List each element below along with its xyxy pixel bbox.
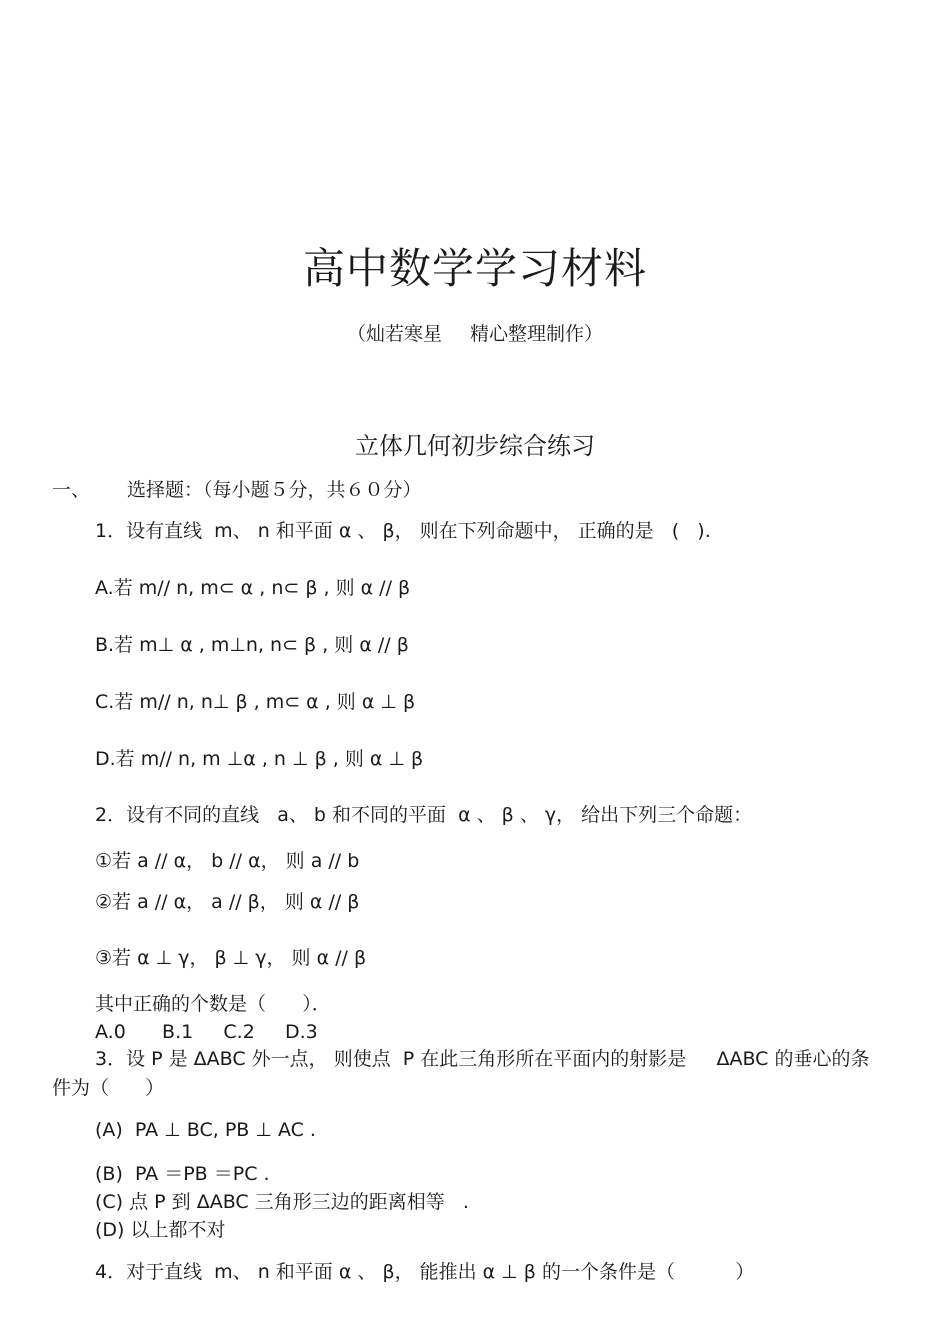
part-heading-text: 选择题：（每小题５分，共６０分） <box>127 479 422 501</box>
question-2-stem: 2．设有不同的直线 a、 b 和不同的平面 α 、 β 、 γ， 给出下列三个命题： <box>95 804 753 826</box>
question-3-option-a: (A) PA ⊥ BC, PB ⊥ AC . <box>95 1119 316 1141</box>
question-1-stem: 1．设有直线 m、 n 和平面 α 、 β， 则在下列命题中， 正确的是 ( ). <box>95 520 711 542</box>
page-subtitle <box>0 321 950 347</box>
section-title: 立体几何初步综合练习 <box>355 432 595 460</box>
subtitle-note: 精心整理制作） <box>470 323 604 345</box>
question-1-option-a: A.若 m// n, m⊂ α , n⊂ β , 则 α // β <box>95 577 411 599</box>
page-title: 高中数学学习材料 <box>302 244 647 293</box>
question-4-stem: 4．对于直线 m、 n 和平面 α 、 β， 能推出 α ⊥ β 的一个条件是（ ） <box>95 1261 755 1283</box>
question-1-option-b: B.若 m⊥ α , m⊥n, n⊂ β , 则 α // β <box>95 634 409 656</box>
question-2-proposition-1: ①若 a // α， b // α， 则 a // b <box>95 850 360 872</box>
question-3-option-d: (D) 以上都不对 <box>95 1219 226 1241</box>
question-2-prompt: 其中正确的个数是（ ）． <box>95 993 331 1015</box>
question-3-option-c: (C) 点 P 到 ΔABC 三角形三边的距离相等 . <box>95 1191 469 1213</box>
question-1-option-d: D.若 m// n, m ⊥α , n ⊥ β , 则 α ⊥ β <box>95 748 424 770</box>
part-heading-number: 一、 <box>52 479 91 501</box>
question-2-options: A.0 B.1 C.2 D.3 <box>95 1021 318 1043</box>
question-3-option-b: (B) PA ＝PB ＝PC . <box>95 1163 270 1185</box>
subtitle-author: （灿若寒星 <box>346 323 442 345</box>
question-2-proposition-2: ②若 a // α， a // β， 则 α // β <box>95 891 360 913</box>
question-2-proposition-3: ③若 α ⊥ γ， β ⊥ γ， 则 α // β <box>95 947 367 969</box>
question-3-stem: 3．设 P 是 ΔABC 外一点， 则使点 P 在此三角形所在平面内的射影是 ΔABC 的垂心的条 <box>95 1048 870 1070</box>
question-1-option-c: C.若 m// n, n⊥ β , m⊂ α , 则 α ⊥ β <box>95 691 416 713</box>
question-3-stem-cont: 件为（ ） <box>52 1077 165 1099</box>
